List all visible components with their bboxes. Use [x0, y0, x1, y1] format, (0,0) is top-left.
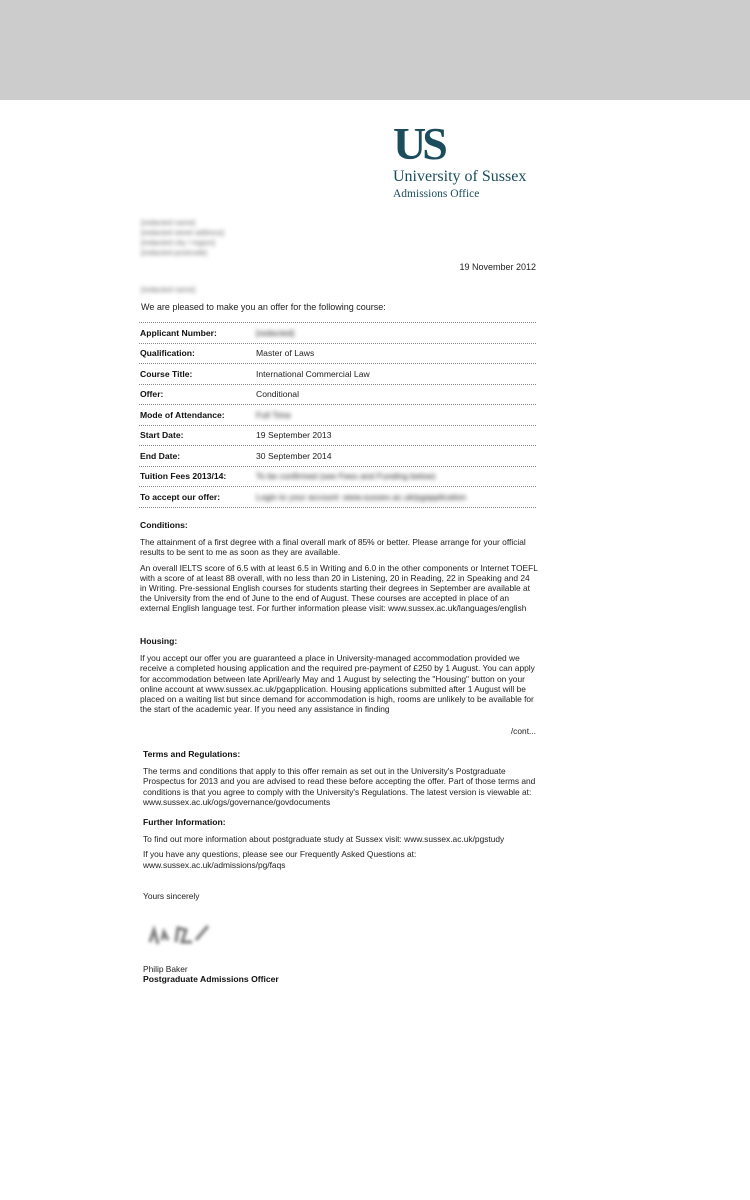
signatory-name: Philip Baker [143, 964, 188, 974]
section-paragraph: An overall IELTS score of 6.5 with at least 6.5 in Writing and 6.0 in the other components or Internet TOEFL with a score of at least 88 overall, with no less than 20 in Listening, 20 in Reading, 22 in Speaking and 24 in Writing. Pre-sessional English courses for students starting their degrees in September are available at the University from the end of June to the end of August. These courses are accepted in place of an external English language test. For further information please visit: www.sussex.ac.uk/languages/english [140, 562, 538, 614]
letter-date: 19 November 2012 [459, 262, 536, 272]
row-label: Start Date: [140, 430, 184, 441]
signature-image [146, 920, 226, 950]
row-label: Course Title: [140, 368, 193, 379]
row-label: Applicant Number: [140, 327, 217, 338]
intro-text: We are pleased to make you an offer for the following course: [141, 302, 386, 312]
row-label: To accept our offer: [140, 491, 221, 502]
logo-mark-icon: US [393, 118, 444, 169]
offer-row-course-title [139, 364, 536, 385]
continuation-marker: /cont... [510, 726, 536, 736]
offer-row-accept-offer [139, 487, 536, 508]
row-value: Master of Laws [256, 348, 315, 359]
salutation: [redacted name] [141, 285, 196, 294]
offer-row-offer [139, 385, 536, 406]
section-heading: Terms and Regulations: [143, 749, 241, 759]
offer-details-table [139, 322, 536, 508]
section-paragraph: If you have any questions, please see our Frequently Asked Questions at: www.sussex.ac.uk/admissions/pg/faqs [143, 849, 417, 870]
section-heading: Conditions: [140, 520, 188, 530]
row-value: To be confirmed (see Fees and Funding below) [256, 471, 436, 482]
signatory-title: Postgraduate Admissions Officer [143, 974, 279, 984]
recipient-address [141, 218, 224, 258]
row-label: Qualification: [140, 348, 195, 359]
offer-row-qualification [139, 344, 536, 365]
top-gray-bar [0, 0, 750, 100]
row-label: Mode of Attendance: [140, 409, 225, 420]
offer-row-applicant-number [139, 323, 536, 344]
row-value: International Commercial Law [256, 368, 370, 379]
row-value: [redacted] [256, 327, 295, 338]
terms-section [143, 749, 541, 812]
address-line: [redacted postcode] [141, 248, 207, 257]
row-value: Login to your account: www.sussex.ac.uk/pgapplication [256, 491, 467, 502]
university-name: University of Sussex [393, 168, 527, 185]
section-heading: Further Information: [143, 817, 226, 827]
university-logo [393, 118, 553, 201]
offer-row-start-date [139, 426, 536, 447]
offer-row-tuition-fees [139, 467, 536, 488]
row-value: Full Time [256, 409, 291, 420]
section-heading: Housing: [140, 636, 178, 646]
row-label: Offer: [140, 389, 164, 400]
section-paragraph: To find out more information about postgraduate study at Sussex visit: www.sussex.ac.uk/pgstudy [143, 834, 505, 845]
section-paragraph: The attainment of a first degree with a final overall mark of 85% or better. Please arrange for your official results to be sent to me as soon as they are available. [140, 537, 526, 558]
row-label: End Date: [140, 450, 181, 461]
closing: Yours sincerely [143, 891, 200, 901]
office-name: Admissions Office [393, 188, 480, 200]
address-line: [redacted name] [141, 218, 196, 227]
offer-row-end-date [139, 446, 536, 467]
address-line: [redacted city / region] [141, 238, 215, 247]
offer-row-mode-of-attendance [139, 405, 536, 426]
conditions-section [140, 520, 538, 619]
row-value: 30 September 2014 [256, 450, 332, 461]
further-info-section [143, 817, 541, 875]
section-paragraph: If you accept our offer you are guaranteed a place in University-managed accommodation provided we receive a completed housing application and the required pre-payment of £250 by 1 August. You can apply for accommodation between late April/early May and 1 August by selecting the "Housing" button on your online account at www.sussex.ac.uk/pgapplication. Housing applications submitted after 1 August will be placed on a waiting list but since demand for accommodation is high, rooms are unlikely to be available for the start of the academic year. If you need any assistance in finding [140, 653, 535, 715]
row-label: Tuition Fees 2013/14: [140, 471, 227, 482]
section-paragraph: The terms and conditions that apply to this offer remain as set out in the University's Postgraduate Prospectus for 2013 and you are advised to read these before accepting the offer. Part of those terms and conditions is that you agree to comply with the University's Regulations. The latest version is viewable at: www.sussex.ac.uk/ogs/governance/govdocuments [143, 766, 536, 807]
housing-section [140, 636, 538, 719]
row-value: Conditional [256, 389, 299, 400]
row-value: 19 September 2013 [256, 430, 332, 441]
address-line: [redacted street address] [141, 228, 224, 237]
